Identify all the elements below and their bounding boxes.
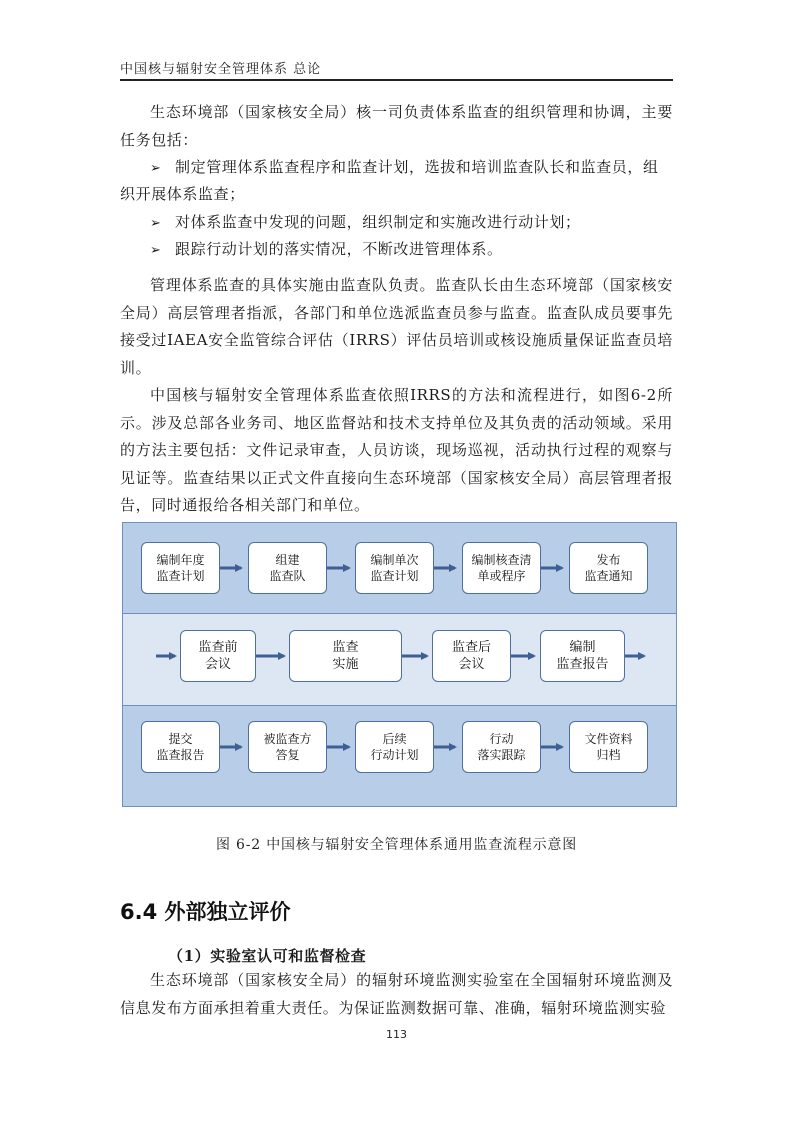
paragraph-4: 生态环境部（国家核安全局）的辐射环境监测实验室在全国辐射环境监测及信息发布方面承担着重大责任。为保证监测数据可靠、准确，辐射环境监测实验 [120, 971, 673, 1017]
page-number: 113 [386, 1028, 407, 1041]
node-form-team: 组建 监查队 [248, 542, 327, 594]
bullet-2 [150, 209, 673, 238]
paragraph-2: 管理体系监查的具体实施由监查队负责。监查队长由生态环境部（国家核安全局）高层管理者指派，各部门和单位选派监查员参与监查。监查队成员要事先接受过IAEA安全监管综合评估（IRRS）评估员培训或核设施质量保证监查员培训。 [120, 276, 673, 377]
node-single-plan: 编制单次 监查计划 [355, 542, 434, 594]
bullet-1-continuation: 织开展体系监查； [120, 185, 245, 203]
section-heading: 6.4 外部独立评价 [120, 900, 291, 924]
node-issue-notice: 发布 监查通知 [569, 542, 648, 594]
node-pre-meeting: 监查前 会议 [180, 630, 256, 682]
bullet-1-text: 制定管理体系监查程序和监查计划，选拔和培训监查队长和监查员，组 [175, 158, 659, 176]
bullet-3-text: 跟踪行动计划的落实情况，不断改进管理体系。 [175, 240, 503, 258]
running-header: 中国核与辐射安全管理体系 总论 [120, 62, 322, 77]
node-action-tracking: 行动 落实跟踪 [462, 721, 541, 773]
bullet-arrow-icon: ➢ [150, 216, 162, 231]
bullet-1 [150, 154, 673, 183]
node-checklist: 编制核查清 单或程序 [462, 542, 541, 594]
bullet-arrow-icon: ➢ [150, 161, 162, 176]
node-implementation: 监查 实施 [289, 630, 402, 682]
paragraph-1: 生态环境部（国家核安全局）核一司负责体系监查的组织管理和协调，主要任务包括： [120, 103, 673, 149]
bullet-3 [150, 236, 673, 265]
bullet-arrow-icon: ➢ [150, 243, 162, 258]
node-followup-plan: 后续 行动计划 [355, 721, 434, 773]
node-post-meeting: 监查后 会议 [432, 630, 511, 682]
audit-flow-diagram [122, 522, 677, 807]
node-annual-plan: 编制年度 监查计划 [141, 542, 220, 594]
figure-caption: 图 6-2 中国核与辐射安全管理体系通用监查流程示意图 [215, 837, 578, 853]
header-rule [120, 79, 673, 81]
node-submit-report: 提交 监查报告 [141, 721, 220, 773]
node-write-report: 编制 监查报告 [540, 630, 625, 682]
paragraph-3: 中国核与辐射安全管理体系监查依照IRRS的方法和流程进行，如图6-2所示。涉及总部各业务司、地区监督站和技术支持单位及其负责的活动领域。采用的方法主要包括：文件记录审查，人员访谈，现场巡视，活动执行过程的观察与见证等。监查结果以正式文件直接向生态环境部（国家核安全局）高层管理者报告，同时通报给各相关部门和单位。 [120, 386, 673, 514]
bullet-2-text: 对体系监查中发现的问题，组织制定和实施改进行动计划； [175, 213, 581, 231]
subsection-heading: （1）实验室认可和监督检查 [168, 947, 367, 965]
node-archive: 文件资料 归档 [569, 721, 648, 773]
node-auditee-reply: 被监查方 答复 [248, 721, 327, 773]
